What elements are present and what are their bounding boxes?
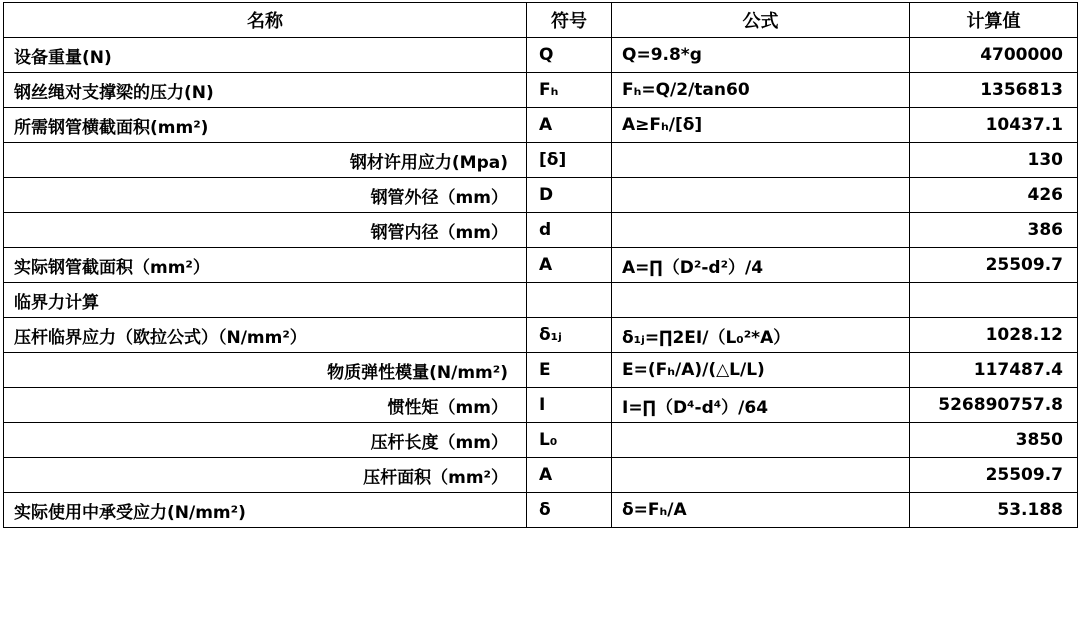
cell-value: 526890757.8	[910, 388, 1078, 423]
cell-name: 钢管内径（mm）	[4, 213, 527, 248]
cell-symbol: D	[527, 178, 612, 213]
cell-symbol: d	[527, 213, 612, 248]
cell-symbol: I	[527, 388, 612, 423]
cell-symbol: A	[527, 248, 612, 283]
cell-formula: Q=9.8*g	[612, 38, 910, 73]
cell-symbol: L₀	[527, 423, 612, 458]
header-value: 计算值	[910, 3, 1078, 38]
cell-name: 压杆长度（mm）	[4, 423, 527, 458]
cell-name: 钢丝绳对支撑梁的压力(N)	[4, 73, 527, 108]
cell-symbol: Q	[527, 38, 612, 73]
cell-value: 1356813	[910, 73, 1078, 108]
table-row	[4, 283, 1078, 318]
cell-symbol: δ₁ⱼ	[527, 318, 612, 353]
table-row	[4, 213, 1078, 248]
cell-symbol: Fₕ	[527, 73, 612, 108]
table-row	[4, 388, 1078, 423]
cell-name: 钢管外径（mm）	[4, 178, 527, 213]
cell-value: 3850	[910, 423, 1078, 458]
table-row	[4, 458, 1078, 493]
cell-value: 25509.7	[910, 458, 1078, 493]
cell-formula: A≥Fₕ/[δ]	[612, 108, 910, 143]
cell-formula: δ₁ⱼ=∏2EI/（L₀²*A）	[612, 318, 910, 353]
cell-value: 25509.7	[910, 248, 1078, 283]
header-symbol: 符号	[527, 3, 612, 38]
cell-value: 117487.4	[910, 353, 1078, 388]
table-row	[4, 73, 1078, 108]
table-row	[4, 493, 1078, 528]
cell-symbol: E	[527, 353, 612, 388]
table-row	[4, 178, 1078, 213]
table-row	[4, 143, 1078, 178]
cell-value: 426	[910, 178, 1078, 213]
calculation-table	[3, 2, 1078, 528]
cell-name: 临界力计算	[4, 283, 527, 318]
cell-value	[910, 283, 1078, 318]
cell-symbol	[527, 283, 612, 318]
cell-symbol: A	[527, 458, 612, 493]
header-name: 名称	[4, 3, 527, 38]
cell-value: 130	[910, 143, 1078, 178]
cell-formula: I=∏（D⁴-d⁴）/64	[612, 388, 910, 423]
cell-formula: A=∏（D²-d²）/4	[612, 248, 910, 283]
cell-value: 1028.12	[910, 318, 1078, 353]
cell-value: 4700000	[910, 38, 1078, 73]
table-row	[4, 38, 1078, 73]
header-formula: 公式	[612, 3, 910, 38]
cell-name: 所需钢管横截面积(mm²)	[4, 108, 527, 143]
table-body	[4, 38, 1078, 528]
cell-formula	[612, 213, 910, 248]
cell-name: 实际使用中承受应力(N/mm²)	[4, 493, 527, 528]
cell-name: 实际钢管截面积（mm²）	[4, 248, 527, 283]
cell-name: 压杆临界应力（欧拉公式）（N/mm²）	[4, 318, 527, 353]
cell-value: 10437.1	[910, 108, 1078, 143]
cell-symbol: A	[527, 108, 612, 143]
table-row	[4, 353, 1078, 388]
cell-name: 钢材许用应力(Mpa)	[4, 143, 527, 178]
table-row	[4, 108, 1078, 143]
cell-value: 386	[910, 213, 1078, 248]
cell-symbol: δ	[527, 493, 612, 528]
cell-formula: δ=Fₕ/A	[612, 493, 910, 528]
cell-formula	[612, 458, 910, 493]
cell-formula: Fₕ=Q/2/tan60	[612, 73, 910, 108]
cell-name: 压杆面积（mm²）	[4, 458, 527, 493]
header-row	[4, 3, 1078, 38]
table-row	[4, 248, 1078, 283]
cell-name: 物质弹性模量(N/mm²)	[4, 353, 527, 388]
cell-formula	[612, 143, 910, 178]
cell-symbol: [δ]	[527, 143, 612, 178]
cell-name: 惯性矩（mm）	[4, 388, 527, 423]
cell-name: 设备重量(N)	[4, 38, 527, 73]
cell-formula: E=(Fₕ/A)/(△L/L)	[612, 353, 910, 388]
cell-formula	[612, 423, 910, 458]
cell-formula	[612, 178, 910, 213]
table-row	[4, 423, 1078, 458]
cell-formula	[612, 283, 910, 318]
table-row	[4, 318, 1078, 353]
cell-value: 53.188	[910, 493, 1078, 528]
